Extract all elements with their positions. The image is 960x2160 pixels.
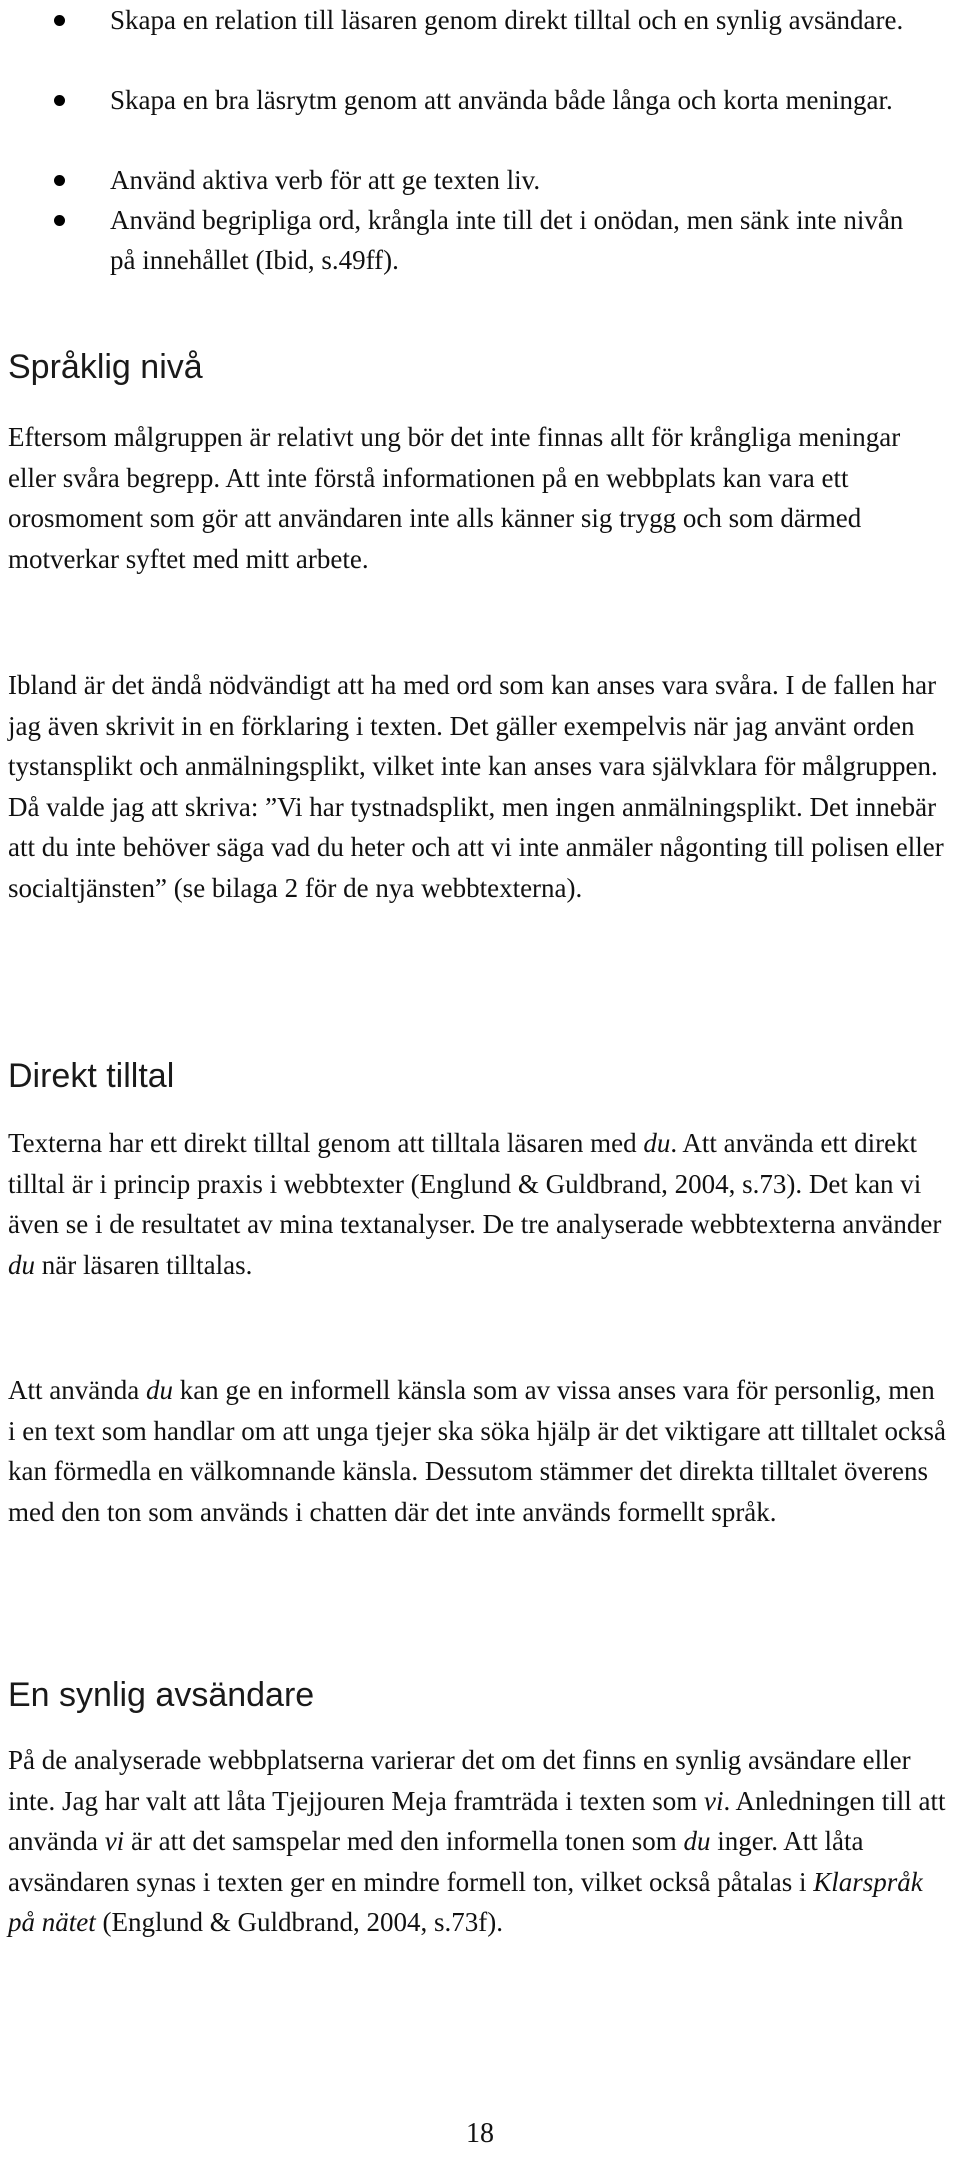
text-run: På de analyserade webbplatserna varierar det om det finns en synlig avsändare eller inte. Jag har valt att låta Tjejjouren Meja framträda i texten som	[8, 1745, 911, 1816]
text-run: är att det samspelar med den informella tonen som	[124, 1826, 684, 1856]
emphasis: du	[643, 1128, 671, 1158]
bullet-icon	[54, 15, 65, 26]
list-item-text: Skapa en relation till läsaren genom direkt tilltal och en synlig avsändare.	[110, 5, 904, 35]
text-run: Att använda	[8, 1375, 146, 1405]
emphasis: du	[145, 1375, 173, 1405]
list-item	[0, 80, 930, 120]
text-run: Texterna har ett direkt tilltal genom att tilltala läsaren med	[8, 1128, 644, 1158]
list-item	[0, 160, 930, 200]
emphasis: vi	[104, 1826, 125, 1856]
list-item-text: Skapa en bra läsrytm genom att använda både långa och korta meningar.	[110, 85, 893, 115]
text-run: kan ge en informell känsla som av vissa anses vara för personlig, men i en text som handlar om att unga tjejer ska söka hjälp är det viktigare att tilltalet också kan förmedla en välkomnande känsla. Dessutom stämmer det direkta tilltalet överens med den ton som används i chatten där det inte används formellt språk.	[8, 1375, 946, 1527]
text-run: . Anledningen till att använda	[8, 1785, 946, 1856]
list-item	[0, 0, 930, 40]
text-run: inger. Att låta avsändaren synas i texten ger en mindre formell ton, vilket också påtalas i	[8, 1826, 864, 1897]
section-heading: En synlig avsändare	[8, 1676, 315, 1714]
text-run: . Att använda ett direkt tilltal är i princip praxis i webbtexter (Englund & Guldbrand, 2004, s.73). Det kan vi även se i de resultatet av mina textanalyser. De tre analyserade webbtexterna använder	[8, 1128, 942, 1239]
paragraph	[8, 1123, 948, 1285]
list-item-text: Använd begripliga ord, krångla inte till det i onödan, men sänk inte nivån på innehållet (Ibid, s.49ff).	[110, 205, 904, 275]
section-heading: Språklig nivå	[8, 348, 203, 386]
paragraph: Eftersom målgruppen är relativt ung bör det inte finnas allt för krångliga meningar eller svåra begrepp. Att inte förstå informationen på en webbplats kan vara ett orosmoment som gör att användaren inte alls känner sig trygg och som därmed motverkar syftet med mitt arbete.	[8, 422, 901, 574]
emphasis: du	[8, 1249, 35, 1280]
paragraph	[8, 1740, 948, 1943]
text-run: när läsaren tilltalas.	[35, 1249, 253, 1280]
paragraph: Ibland är det ändå nödvändigt att ha med ord som kan anses vara svåra. I de fallen har jag även skrivit in en förklaring i texten. Det gäller exempelvis när jag använt orden tystansplikt och anmälningsplikt, vilket inte kan anses vara självklara för målgruppen. Då valde jag att skriva: ”Vi har tystnadsplikt, men ingen anmälningsplikt. Det innebär att du inte behöver säga vad du heter och att vi inte anmäler någonting till polisen eller socialtjänsten” (se bilaga 2 för de nya webbtexterna).	[8, 670, 944, 903]
bullet-icon	[54, 175, 65, 186]
emphasis: du	[683, 1826, 711, 1856]
bullet-icon	[54, 95, 65, 106]
text-run: (Englund & Guldbrand, 2004, s.73f).	[95, 1907, 503, 1937]
emphasis: vi	[704, 1785, 724, 1816]
page-number: 18	[466, 2118, 494, 2149]
list-item-text: Använd aktiva verb för att ge texten liv.	[110, 165, 541, 195]
book-title: Klarspråk på nätet	[8, 1866, 923, 1937]
section-heading: Direkt tilltal	[8, 1057, 175, 1095]
paragraph	[8, 1370, 948, 1532]
bullet-icon	[54, 215, 65, 226]
list-item	[0, 200, 930, 280]
